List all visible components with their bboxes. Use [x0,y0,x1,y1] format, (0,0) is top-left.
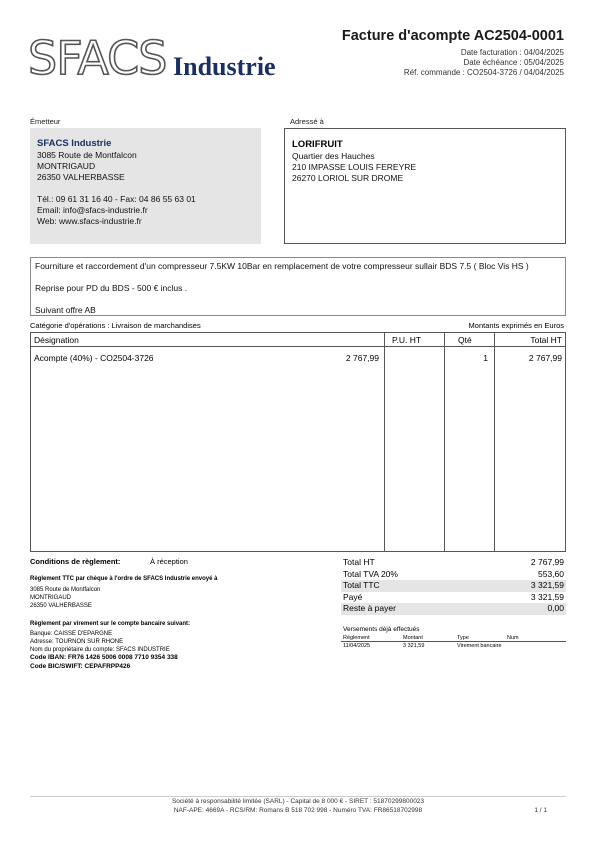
description-line: Suivant offre AB [35,305,96,315]
total-value: 553,60 [538,568,564,579]
payment-date: 11/04/2025 [343,643,371,649]
total-ht-row [341,557,566,569]
payment-row [341,642,566,651]
total-value: 3 321,59 [530,580,564,590]
row-designation: Acompte (40%) - CO2504-3726 [34,353,154,363]
totals-table [341,557,566,615]
recipient-name: LORIFRUIT [292,139,343,150]
paid-row [341,592,566,604]
header-total: Total HT [530,335,562,345]
payments-header-type: Type [457,635,469,641]
cheque-address-line: 3085 Route de Montfalcon [30,587,101,593]
total-value: 3 321,59 [530,591,564,602]
sender-address-line: MONTRIGAUD [37,161,96,171]
total-value: 0,00 [547,603,564,613]
cheque-block [30,575,217,610]
header-designation: Désignation [34,335,79,345]
payments-header-amount: Montant [403,635,423,641]
sender-address-line: 3085 Route de Montfalcon [37,150,137,160]
row-unit-price: 2 767,99 [345,353,379,363]
operation-category: Catégorie d'opérations : Livraison de marchandises [30,321,201,330]
currency-note: Montants exprimés en Euros [468,321,564,330]
sender-website: Web: www.sfacs-industrie.fr [37,216,142,226]
recipient-address-line: 210 IMPASSE LOUIS FEREYRE [292,162,417,172]
footer-legal-line: Société à responsabilité limitée (SARL) - Capital de 8 000 € - SIRET : 51870299800023 [171,798,425,805]
company-logo [28,31,288,85]
column-divider [384,333,385,551]
recipient-address-line: Quartier des Hauches [292,151,375,161]
invoice-title: Facture d'acompte AC2504-0001 [341,28,564,44]
description-block [30,257,566,316]
bic-code: Code BIC/SWIFT: CEPAFRPP426 [30,662,131,670]
total-label: Total TVA 20% [343,568,398,579]
footer-divider [30,796,566,797]
payment-amount: 3 321,59 [403,643,425,649]
cheque-title: Règlement TTC par chèque à l'ordre de SFACS Industrie envoyé à [30,576,218,582]
total-label: Total TTC [343,580,380,590]
sender-block [30,128,261,244]
payments-table [341,634,566,651]
sender-phone: Tél.: 09 61 31 16 40 - Fax: 04 86 55 63 01 [37,194,196,204]
description-line: Fourniture et raccordement d'un compresseur 7.5KW 10Bar en remplacement de votre compresseur sullair BDS 7.5 ( Bloc Vis HS ) [35,261,529,271]
logo-brand: SFACS [28,31,167,85]
page-number: 1 / 1 [534,807,547,814]
total-label: Reste à payer [343,603,396,613]
total-tva-row [341,569,566,581]
description-line: Reprise pour PD du BDS - 500 € inclus . [35,283,188,293]
bank-name: Banque: CAISSE D'EPARGNE [30,631,113,637]
header-unit-price: P.U. HT [392,335,422,345]
total-value: 2 767,99 [530,557,564,567]
items-table [30,332,566,552]
payment-terms-label: Conditions de règlement: [30,557,121,566]
cheque-address-line: MONTRIGAUD [30,595,71,601]
order-reference: Réf. commande : CO2504-3726 / 04/04/2025 [403,68,564,77]
sender-email: Email: info@sfacs-industrie.fr [37,205,148,215]
cheque-address-line: 26350 VALHERBASSE [30,603,92,609]
total-label: Total HT [343,557,375,567]
footer-legal-line: NAF-APE: 4669A - RCS/RM: Romans B 518 702 998 - Numéro TVA: FR86518702998 [173,807,423,814]
remaining-row [341,603,566,615]
invoice-due-date: Date échéance : 05/04/2025 [463,58,564,67]
account-owner: Nom du propriétaire du compte: SFACS INDUSTRIE [30,647,170,653]
column-divider [494,333,495,551]
payments-header-date: Règlement [343,635,370,641]
invoice-date: Date facturation : 04/04/2025 [460,48,564,57]
header-divider [31,346,565,347]
row-quantity: 1 [483,353,488,363]
iban-code: Code IBAN: FR76 1426 5006 0008 7710 9354 338 [30,654,178,661]
recipient-address-line: 26270 LORIOL SUR DROME [292,173,404,183]
transfer-title: Règlement par virement sur le compte bancaire suivant: [30,621,191,627]
payment-terms-value: À réception [150,557,188,566]
sender-label: Émetteur [30,117,61,126]
payments-header-num: Num [507,635,519,641]
total-ttc-row [341,580,566,592]
bank-address: Adresse: TOURNON SUR RHONE [30,639,124,645]
logo-suffix: Industrie [173,52,276,81]
header-quantity: Qté [458,335,472,345]
recipient-block [284,128,566,244]
total-label: Payé [343,591,363,602]
payments-title: Versements déjà effectués [343,626,420,633]
column-divider [444,333,445,551]
sender-name: SFACS Industrie [37,138,112,149]
recipient-label: Adressé à [290,117,324,126]
transfer-block [30,620,190,671]
row-total: 2 767,99 [528,353,562,363]
payment-type: Virement bancaire [457,643,502,649]
sender-address-line: 26350 VALHERBASSE [37,172,125,182]
payments-header-row [341,634,566,642]
